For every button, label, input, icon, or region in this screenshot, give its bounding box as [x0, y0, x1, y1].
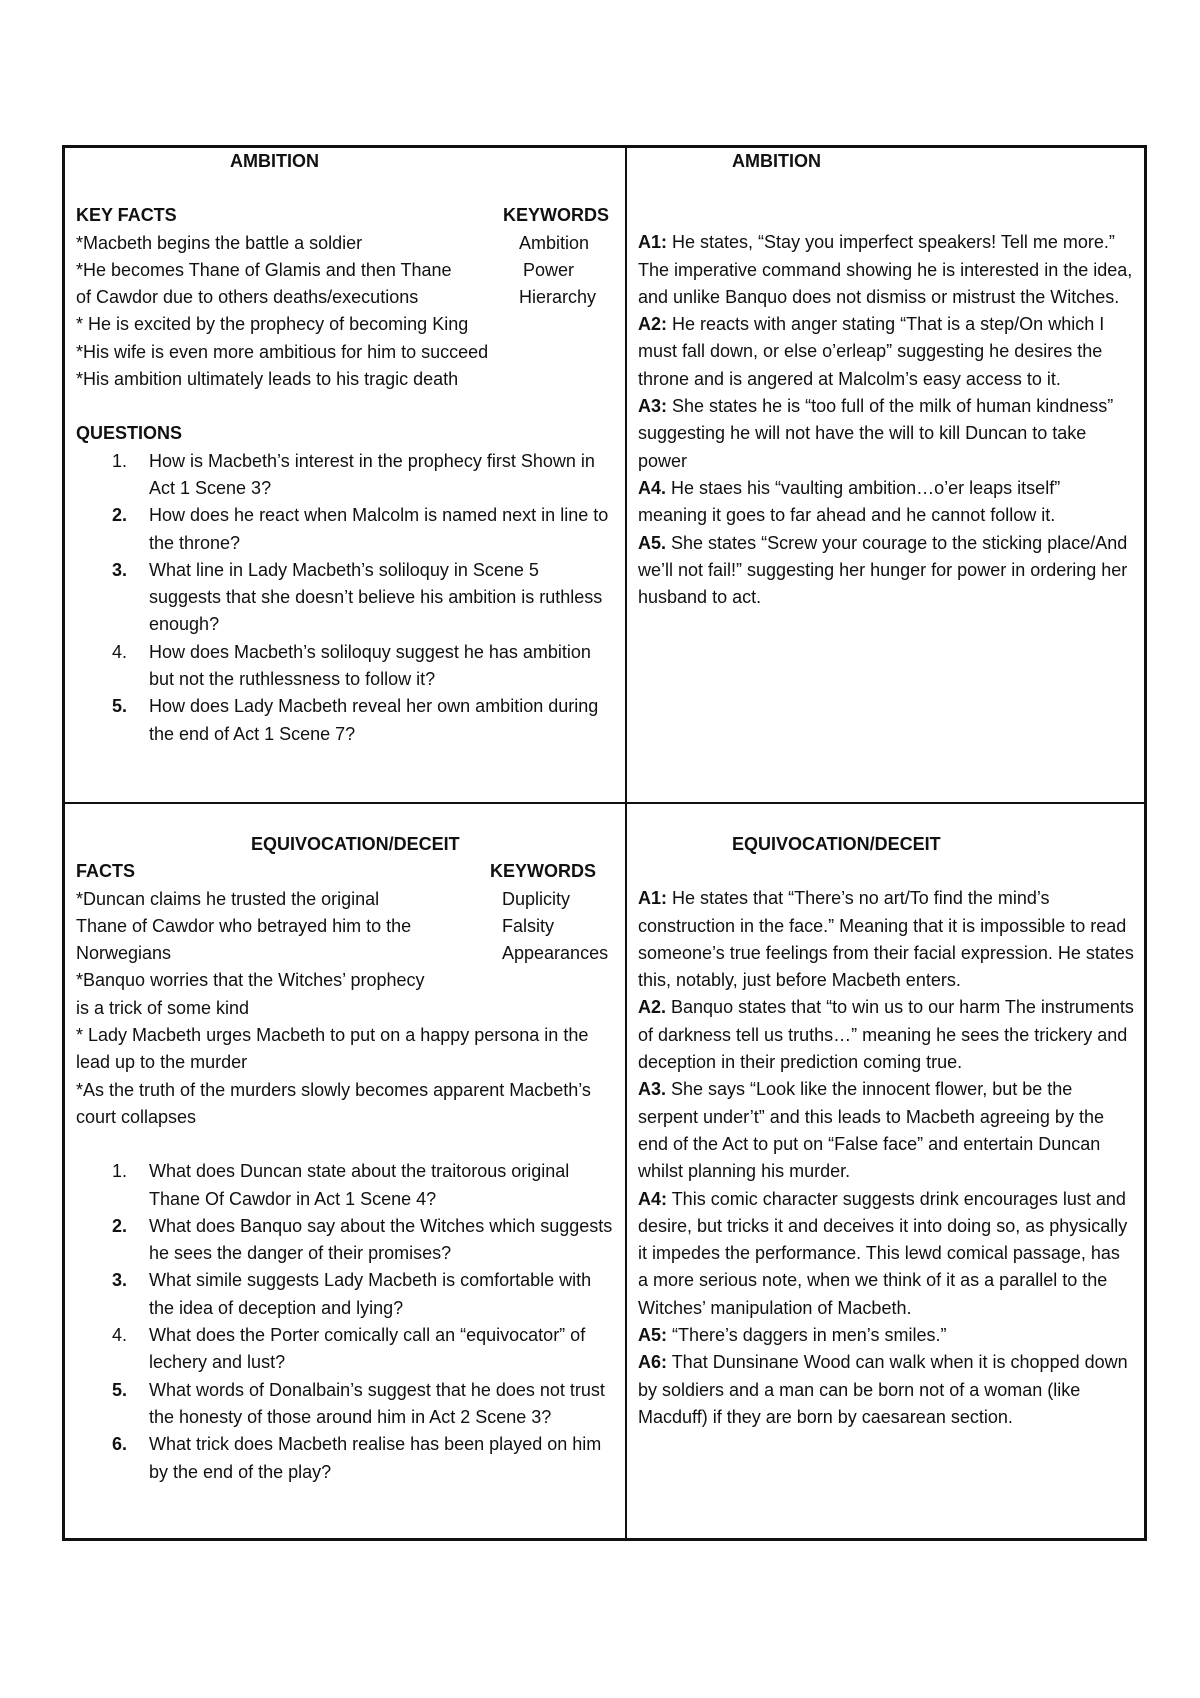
question-item	[76, 1213, 615, 1268]
question-number: 3.	[112, 559, 128, 580]
equivocation-heading: EQUIVOCATION/DECEIT	[251, 834, 460, 854]
equivocation-questions-list	[76, 1158, 615, 1486]
answer-item	[638, 1349, 1134, 1431]
fact-row	[76, 886, 615, 913]
fact-text: *He becomes Thane of Glamis and then Thane	[76, 259, 452, 280]
answer-label: A4.	[638, 477, 667, 498]
fact-line: * He is excited by the prophecy of becoming King	[76, 314, 469, 335]
fact-line: *His wife is even more ambitious for him to succeed	[76, 341, 489, 362]
fact-line: *Banquo worries that the Witches’ prophecy	[76, 970, 425, 991]
question-text: How does Macbeth’s soliloquy suggest he has ambition but not the ruthlessness to follow it?	[149, 641, 591, 690]
question-text: How does he react when Malcolm is named next in line to the throne?	[149, 505, 609, 553]
questions-label: QUESTIONS	[76, 423, 183, 444]
answer-text: He staes his “vaulting ambition…o’er leaps itself” meaning it goes to far ahead and he cannot follow it.	[638, 477, 1061, 526]
answer-item	[638, 530, 1134, 612]
question-item	[76, 1158, 615, 1213]
fact-row	[76, 257, 615, 284]
fact-line: *His ambition ultimately leads to his tragic death	[76, 369, 459, 390]
answer-item	[638, 475, 1134, 530]
question-number: 4.	[112, 641, 128, 662]
answer-label: A5:	[638, 1325, 668, 1346]
question-item	[76, 639, 615, 694]
revision-grid	[62, 145, 1147, 1541]
equivocation-facts-cell	[65, 804, 627, 1538]
question-item	[76, 693, 615, 748]
question-number: 2.	[112, 1215, 128, 1236]
keywords-label: KEYWORDS	[489, 861, 596, 882]
answer-item	[638, 885, 1134, 994]
question-number: 4.	[112, 1325, 128, 1346]
question-text: How is Macbeth’s interest in the prophecy first Shown in Act 1 Scene 3?	[149, 450, 595, 498]
answer-text: “There’s daggers in men’s smiles.”	[667, 1325, 947, 1346]
keyword-text: Duplicity	[502, 888, 571, 909]
answer-text: She states “Screw your courage to the sticking place/And we’ll not fail!” suggesting her hunger for power in ordering her husband to act.	[638, 532, 1128, 608]
fact-text: of Cawdor due to others deaths/executions	[76, 287, 419, 308]
answer-item	[638, 393, 1134, 475]
question-text: What trick does Macbeth realise has been played on him by the end of the play?	[149, 1434, 602, 1482]
question-number: 6.	[112, 1434, 128, 1455]
keyword-text: Hierarchy	[519, 287, 597, 308]
fact-line: is a trick of some kind	[76, 997, 250, 1018]
answer-item	[638, 1076, 1134, 1185]
question-text: How does Lady Macbeth reveal her own ambition during the end of Act 1 Scene 7?	[149, 696, 599, 744]
answer-label: A4:	[638, 1188, 668, 1209]
ambition-facts-cell	[65, 148, 627, 804]
fact-line: *As the truth of the murders slowly becomes apparent Macbeth’s court collapses	[76, 1079, 591, 1127]
answer-text: She says “Look like the innocent flower, but be the serpent under’t” and this leads to Macbeth agreeing by the end of the Act to put on “False face” and entertain Duncan whilst planning his murder.	[638, 1079, 1104, 1182]
answer-label: A1:	[638, 888, 668, 909]
fact-row	[76, 230, 615, 257]
fact-text: Thane of Cawdor who betrayed him to the	[76, 915, 412, 936]
question-number: 2.	[112, 505, 128, 526]
question-number: 5.	[112, 696, 128, 717]
fact-row	[76, 913, 615, 940]
ambition-answers-heading: AMBITION	[732, 151, 821, 171]
key-facts-label: KEY FACTS	[76, 205, 177, 226]
answer-label: A3.	[638, 1079, 667, 1100]
keyword-text: Power	[523, 259, 575, 280]
question-text: What simile suggests Lady Macbeth is comfortable with the idea of deception and lying?	[149, 1270, 592, 1318]
question-item	[76, 557, 615, 639]
answer-item	[638, 311, 1134, 393]
ambition-answers-cell	[627, 148, 1144, 804]
answer-label: A6:	[638, 1352, 668, 1373]
ambition-heading: AMBITION	[230, 151, 319, 171]
ambition-questions-list	[76, 448, 615, 748]
answer-item	[638, 229, 1134, 311]
equivocation-labels-row	[76, 858, 615, 885]
question-number: 3.	[112, 1270, 128, 1291]
facts-label: FACTS	[76, 861, 136, 882]
keyword-text: Falsity	[502, 915, 555, 936]
fact-text: Norwegians	[76, 943, 172, 964]
answer-item	[638, 1322, 1134, 1349]
ambition-labels-row	[76, 202, 615, 229]
answer-label: A1:	[638, 232, 668, 253]
answer-text: He states that “There’s no art/To find the mind’s construction in the face.” Meaning that it is impossible to read someone’s true feelings from their facial expression. He states this, notably, just before Macbeth enters.	[638, 888, 1134, 991]
equivocation-answers-cell	[627, 804, 1144, 1538]
question-item	[76, 1322, 615, 1377]
question-text: What words of Donalbain’s suggest that he does not trust the honesty of those around him in Act 2 Scene 3?	[149, 1379, 605, 1427]
question-item	[76, 1267, 615, 1322]
fact-text: *Duncan claims he trusted the original	[76, 888, 380, 909]
question-text: What line in Lady Macbeth’s soliloquy in Scene 5 suggests that she doesn’t believe his ambition is ruthless enough?	[149, 559, 603, 635]
keyword-text: Ambition	[519, 232, 590, 253]
keywords-label: KEYWORDS	[502, 205, 609, 226]
answer-text: He reacts with anger stating “That is a step/On which I must fall down, or else o’erleap” suggesting he desires the throne and is angered at Malcolm’s easy access to it.	[638, 314, 1105, 389]
question-number: 5.	[112, 1379, 128, 1400]
answer-label: A2.	[638, 997, 667, 1018]
question-item	[76, 1377, 615, 1432]
equivocation-answers-heading: EQUIVOCATION/DECEIT	[732, 834, 941, 854]
fact-text: *Macbeth begins the battle a soldier	[76, 232, 363, 253]
question-item	[76, 448, 615, 503]
answer-text: She states he is “too full of the milk of human kindness” suggesting he will not have the will to kill Duncan to take power	[638, 396, 1114, 471]
answer-item	[638, 1186, 1134, 1322]
keyword-text: Appearances	[502, 943, 609, 964]
question-item	[76, 1431, 615, 1486]
question-number: 1.	[112, 1161, 128, 1182]
answer-label: A3:	[638, 396, 668, 417]
answer-text: Banquo states that “to win us to our harm The instruments of darkness tell us truths…” meaning he sees the trickery and deception in their prediction coming true.	[638, 997, 1134, 1073]
question-text: What does Banquo say about the Witches which suggests he sees the danger of their promises?	[149, 1215, 613, 1264]
fact-row	[76, 940, 615, 967]
question-number: 1.	[112, 450, 128, 471]
answer-label: A2:	[638, 314, 668, 335]
answer-item	[638, 994, 1134, 1076]
answer-text: He states, “Stay you imperfect speakers! Tell me more.” The imperative command showing he is interested in the idea, and unlike Banquo does not dismiss or mistrust the Witches.	[638, 232, 1133, 307]
question-item	[76, 502, 615, 557]
answer-text: This comic character suggests drink encourages lust and desire, but tricks it and deceives it into doing so, as physically it impedes the performance. This lewd comical passage, has a more serious note, when we think of it as a parallel to the Witches’ manipulation of Macbeth.	[638, 1188, 1128, 1318]
fact-line: * Lady Macbeth urges Macbeth to put on a happy persona in the lead up to the murder	[76, 1025, 589, 1073]
answer-label: A5.	[638, 532, 667, 553]
fact-row	[76, 284, 615, 311]
question-text: What does the Porter comically call an “equivocator” of lechery and lust?	[149, 1325, 586, 1373]
answer-text: That Dunsinane Wood can walk when it is chopped down by soldiers and a man can be born not of a woman (like Macduff) if they are born by caesarean section.	[638, 1352, 1128, 1427]
question-text: What does Duncan state about the traitorous original Thane Of Cawdor in Act 1 Scene 4?	[149, 1161, 570, 1209]
